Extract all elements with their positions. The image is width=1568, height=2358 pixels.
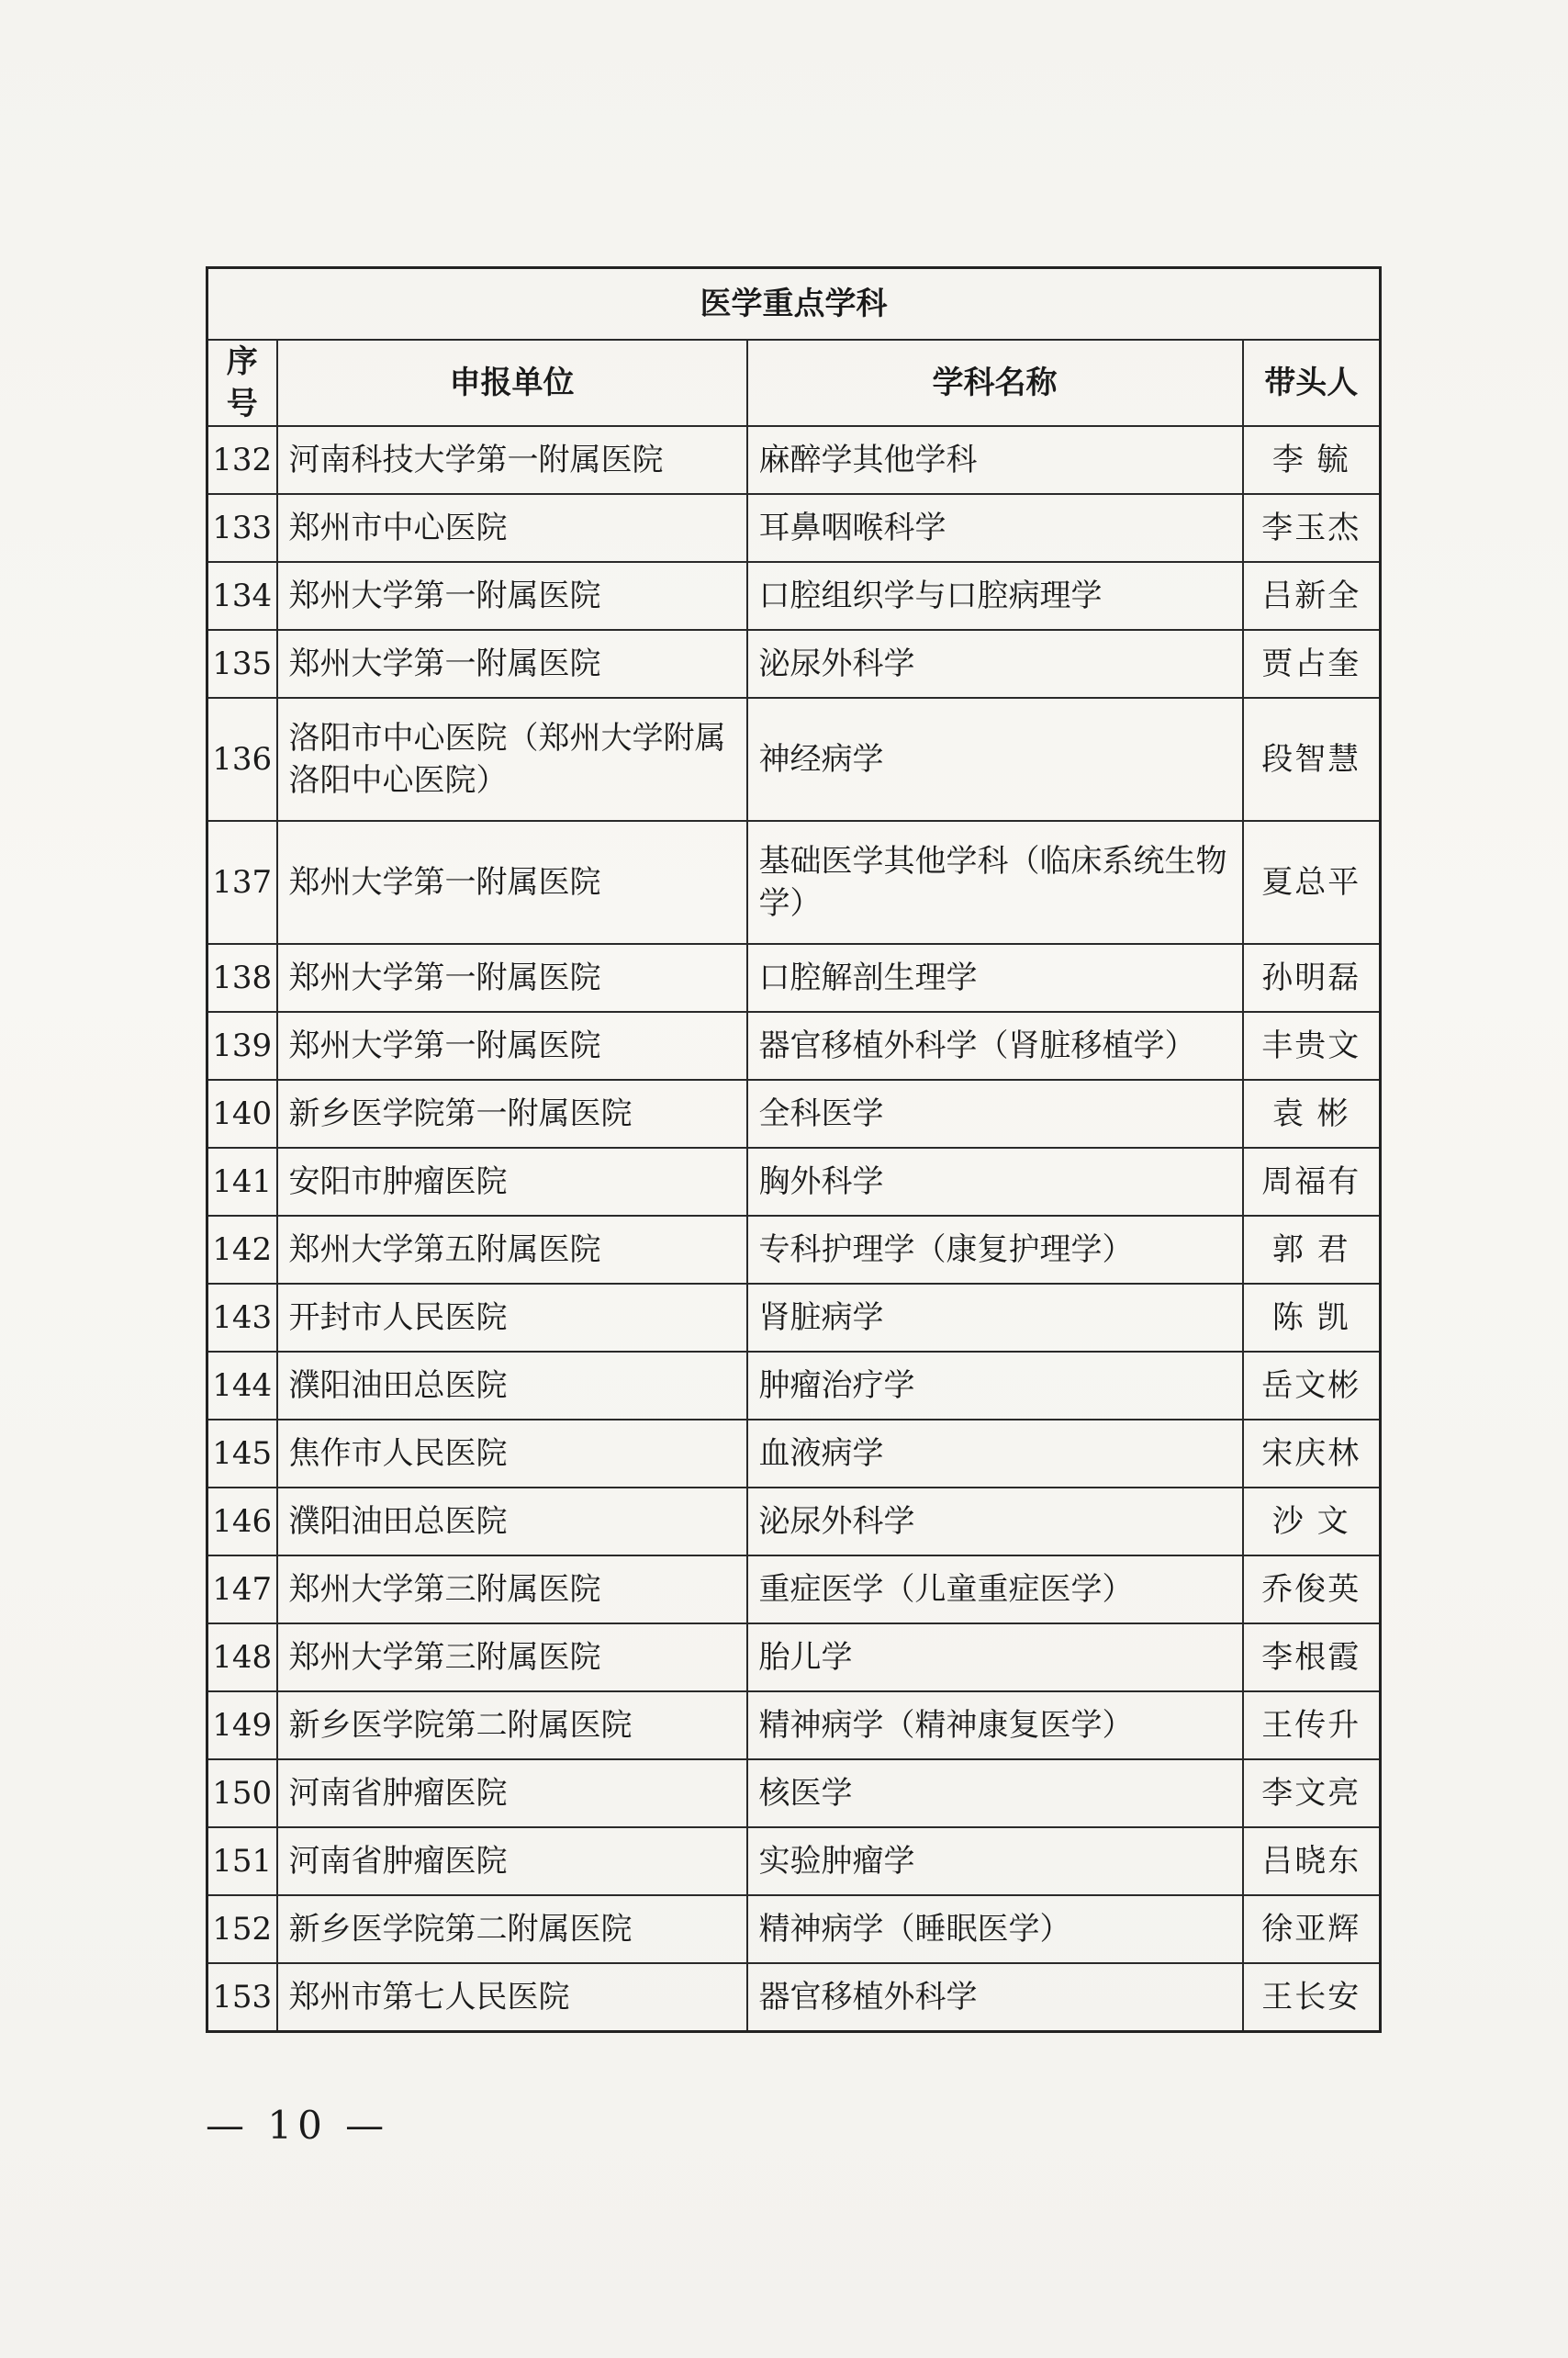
table-row — [207, 1691, 1381, 1759]
row-unit: 郑州市中心医院 — [277, 494, 747, 562]
row-seq: 145 — [207, 1420, 277, 1488]
row-seq: 153 — [207, 1963, 277, 2032]
row-discipline: 血液病学 — [747, 1420, 1243, 1488]
table-row — [207, 698, 1381, 821]
row-unit: 郑州大学第一附属医院 — [277, 944, 747, 1012]
row-discipline: 器官移植外科学 — [747, 1963, 1243, 2032]
row-discipline: 精神病学（精神康复医学） — [747, 1691, 1243, 1759]
row-discipline: 基础医学其他学科（临床系统生物学） — [747, 821, 1243, 944]
row-discipline: 肿瘤治疗学 — [747, 1352, 1243, 1420]
table-row — [207, 1623, 1381, 1691]
row-discipline: 胎儿学 — [747, 1623, 1243, 1691]
table-row — [207, 1963, 1381, 2032]
row-unit: 郑州大学第一附属医院 — [277, 630, 747, 698]
table-row — [207, 1420, 1381, 1488]
row-seq: 139 — [207, 1012, 277, 1080]
table-row — [207, 1080, 1381, 1148]
header-unit: 申报单位 — [277, 340, 747, 426]
row-unit: 郑州大学第五附属医院 — [277, 1216, 747, 1284]
row-seq: 137 — [207, 821, 277, 944]
row-unit: 河南省肿瘤医院 — [277, 1759, 747, 1827]
row-leader: 李根霞 — [1243, 1623, 1381, 1691]
row-discipline: 肾脏病学 — [747, 1284, 1243, 1352]
header-leader: 带头人 — [1243, 340, 1381, 426]
row-leader: 李 毓 — [1243, 426, 1381, 494]
row-discipline: 泌尿外科学 — [747, 630, 1243, 698]
table-row — [207, 821, 1381, 944]
row-unit: 郑州大学第一附属医院 — [277, 821, 747, 944]
row-unit: 洛阳市中心医院（郑州大学附属洛阳中心医院） — [277, 698, 747, 821]
row-seq: 140 — [207, 1080, 277, 1148]
row-leader: 袁 彬 — [1243, 1080, 1381, 1148]
row-discipline: 专科护理学（康复护理学） — [747, 1216, 1243, 1284]
row-discipline: 实验肿瘤学 — [747, 1827, 1243, 1895]
row-discipline: 神经病学 — [747, 698, 1243, 821]
row-seq: 135 — [207, 630, 277, 698]
row-seq: 142 — [207, 1216, 277, 1284]
row-seq: 136 — [207, 698, 277, 821]
table-row — [207, 1216, 1381, 1284]
row-discipline: 器官移植外科学（肾脏移植学） — [747, 1012, 1243, 1080]
table-row — [207, 1012, 1381, 1080]
table-row — [207, 426, 1381, 494]
row-unit: 濮阳油田总医院 — [277, 1488, 747, 1555]
row-seq: 134 — [207, 562, 277, 630]
row-seq: 146 — [207, 1488, 277, 1555]
row-discipline: 口腔解剖生理学 — [747, 944, 1243, 1012]
row-seq: 152 — [207, 1895, 277, 1963]
row-discipline: 核医学 — [747, 1759, 1243, 1827]
row-unit: 新乡医学院第二附属医院 — [277, 1691, 747, 1759]
row-seq: 133 — [207, 494, 277, 562]
row-leader: 乔俊英 — [1243, 1555, 1381, 1623]
row-leader: 段智慧 — [1243, 698, 1381, 821]
row-leader: 岳文彬 — [1243, 1352, 1381, 1420]
row-seq: 147 — [207, 1555, 277, 1623]
row-leader: 李文亮 — [1243, 1759, 1381, 1827]
table-row — [207, 944, 1381, 1012]
table-row — [207, 630, 1381, 698]
row-seq: 148 — [207, 1623, 277, 1691]
row-leader: 周福有 — [1243, 1148, 1381, 1216]
row-seq: 143 — [207, 1284, 277, 1352]
row-leader: 宋庆林 — [1243, 1420, 1381, 1488]
row-discipline: 麻醉学其他学科 — [747, 426, 1243, 494]
row-discipline: 泌尿外科学 — [747, 1488, 1243, 1555]
row-unit: 焦作市人民医院 — [277, 1420, 747, 1488]
row-leader: 王传升 — [1243, 1691, 1381, 1759]
row-leader: 沙 文 — [1243, 1488, 1381, 1555]
table-row — [207, 494, 1381, 562]
table-row — [207, 1555, 1381, 1623]
row-discipline: 口腔组织学与口腔病理学 — [747, 562, 1243, 630]
table-row — [207, 1352, 1381, 1420]
row-unit: 郑州大学第一附属医院 — [277, 1012, 747, 1080]
row-discipline: 胸外科学 — [747, 1148, 1243, 1216]
row-leader: 吕新全 — [1243, 562, 1381, 630]
row-leader: 夏总平 — [1243, 821, 1381, 944]
row-leader: 李玉杰 — [1243, 494, 1381, 562]
row-leader: 陈 凯 — [1243, 1284, 1381, 1352]
row-unit: 郑州大学第三附属医院 — [277, 1555, 747, 1623]
row-unit: 河南省肿瘤医院 — [277, 1827, 747, 1895]
row-discipline: 全科医学 — [747, 1080, 1243, 1148]
table-row — [207, 1759, 1381, 1827]
row-seq: 149 — [207, 1691, 277, 1759]
row-seq: 132 — [207, 426, 277, 494]
row-unit: 开封市人民医院 — [277, 1284, 747, 1352]
row-unit: 新乡医学院第二附属医院 — [277, 1895, 747, 1963]
row-seq: 138 — [207, 944, 277, 1012]
table-row — [207, 1827, 1381, 1895]
key-disciplines-table — [206, 266, 1382, 2033]
table-title: 医学重点学科 — [207, 268, 1381, 341]
row-unit: 新乡医学院第一附属医院 — [277, 1080, 747, 1148]
row-discipline: 重症医学（儿童重症医学） — [747, 1555, 1243, 1623]
row-leader: 徐亚辉 — [1243, 1895, 1381, 1963]
row-leader: 孙明磊 — [1243, 944, 1381, 1012]
table-row — [207, 562, 1381, 630]
row-leader: 王长安 — [1243, 1963, 1381, 2032]
header-seq: 序号 — [207, 340, 277, 426]
row-seq: 151 — [207, 1827, 277, 1895]
table-row — [207, 1284, 1381, 1352]
row-leader: 吕晓东 — [1243, 1827, 1381, 1895]
row-discipline: 精神病学（睡眠医学） — [747, 1895, 1243, 1963]
row-leader: 贾占奎 — [1243, 630, 1381, 698]
row-unit: 郑州大学第一附属医院 — [277, 562, 747, 630]
row-unit: 安阳市肿瘤医院 — [277, 1148, 747, 1216]
row-seq: 150 — [207, 1759, 277, 1827]
row-unit: 郑州市第七人民医院 — [277, 1963, 747, 2032]
table-row — [207, 1895, 1381, 1963]
page-number: — 10 — — [206, 2103, 390, 2148]
row-unit: 濮阳油田总医院 — [277, 1352, 747, 1420]
row-leader: 郭 君 — [1243, 1216, 1381, 1284]
header-discipline: 学科名称 — [747, 340, 1243, 426]
row-discipline: 耳鼻咽喉科学 — [747, 494, 1243, 562]
row-leader: 丰贵文 — [1243, 1012, 1381, 1080]
row-seq: 144 — [207, 1352, 277, 1420]
row-unit: 河南科技大学第一附属医院 — [277, 426, 747, 494]
table-row — [207, 1488, 1381, 1555]
table-row — [207, 1148, 1381, 1216]
row-seq: 141 — [207, 1148, 277, 1216]
row-unit: 郑州大学第三附属医院 — [277, 1623, 747, 1691]
